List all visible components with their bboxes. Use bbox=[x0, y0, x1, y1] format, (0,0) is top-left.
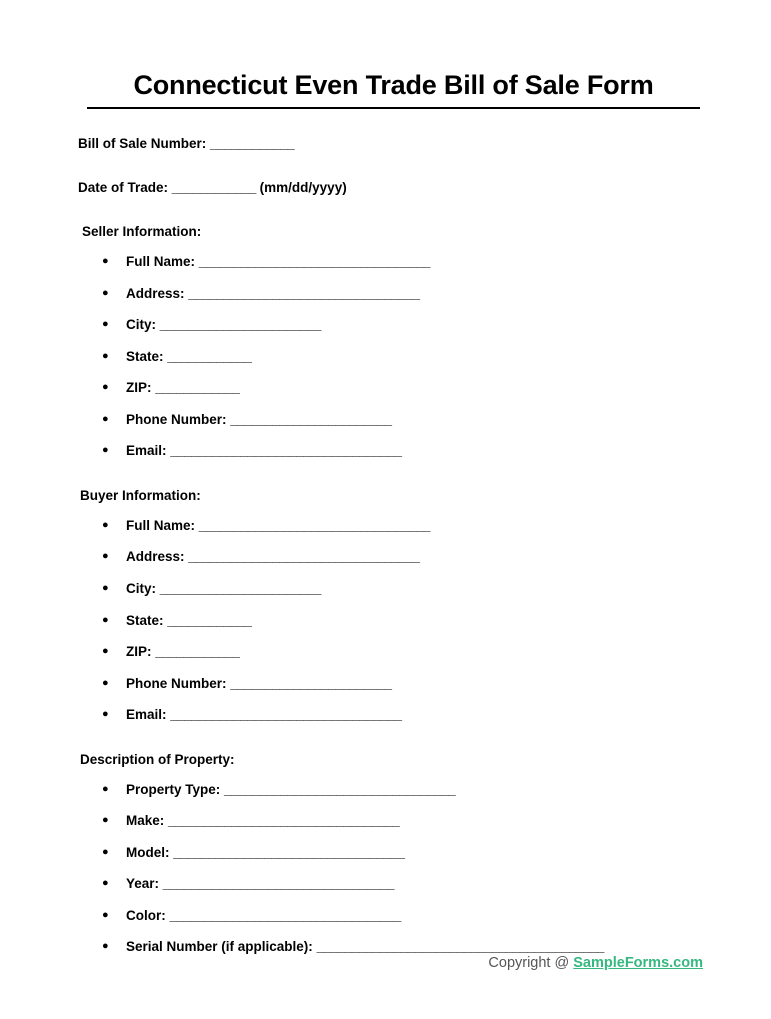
copyright-text: Copyright @ bbox=[488, 955, 570, 971]
list-item bbox=[78, 411, 709, 429]
field-blank[interactable]: _________________________________ bbox=[168, 813, 400, 829]
field-label: Year: bbox=[126, 876, 160, 892]
field-blank[interactable]: _______________________ bbox=[230, 411, 392, 427]
field-label: Make: bbox=[126, 813, 165, 829]
list-item bbox=[78, 316, 709, 334]
field-blank[interactable]: ____________ bbox=[171, 179, 256, 195]
list-item bbox=[78, 379, 709, 397]
field-blank[interactable]: _______________________ bbox=[230, 675, 392, 691]
field-blank[interactable]: _________________________________ bbox=[198, 254, 431, 270]
list-item bbox=[78, 612, 709, 630]
field-label: Email: bbox=[126, 443, 167, 459]
field-blank[interactable]: _______________________ bbox=[159, 317, 321, 333]
field-blank[interactable]: _________________________________ bbox=[170, 707, 402, 723]
field-blank[interactable]: _________________________________ bbox=[162, 876, 395, 892]
field-bill-of-sale-number bbox=[78, 135, 709, 153]
field-blank[interactable]: _________________________________________ bbox=[316, 939, 604, 955]
field-blank[interactable]: _________________________________ bbox=[188, 549, 420, 565]
field-label: Email: bbox=[126, 707, 167, 723]
field-blank[interactable]: _________________________________ bbox=[170, 443, 402, 459]
field-label: ZIP: bbox=[126, 644, 152, 660]
list-item bbox=[78, 907, 709, 925]
field-label: City: bbox=[126, 581, 156, 597]
field-label: Address: bbox=[126, 285, 185, 301]
section-heading-buyer: Buyer Information: bbox=[80, 487, 201, 503]
field-label: State: bbox=[126, 612, 164, 628]
field-blank[interactable]: ____________ bbox=[210, 136, 295, 151]
list-item bbox=[78, 285, 709, 303]
section-heading-description: Description of Property: bbox=[80, 751, 235, 767]
section-fields-buyer bbox=[78, 517, 709, 724]
section-heading-seller: Seller Information: bbox=[82, 224, 202, 240]
section-fields-description bbox=[78, 781, 709, 956]
list-item bbox=[78, 517, 709, 535]
field-label: Color: bbox=[126, 907, 166, 923]
page-title-wrapper bbox=[78, 52, 709, 109]
list-item bbox=[78, 781, 709, 799]
field-blank[interactable]: ____________ bbox=[167, 348, 252, 364]
list-item bbox=[78, 812, 709, 830]
list-item bbox=[78, 548, 709, 566]
list-item bbox=[78, 706, 709, 724]
field-format-hint: (mm/dd/yyyy) bbox=[259, 179, 347, 195]
field-label: ZIP: bbox=[126, 380, 152, 396]
page-title: Connecticut Even Trade Bill of Sale Form bbox=[87, 70, 700, 109]
field-label: Full Name: bbox=[126, 517, 196, 533]
field-blank[interactable]: ____________ bbox=[167, 612, 252, 628]
list-item bbox=[78, 348, 709, 366]
list-item bbox=[78, 938, 709, 956]
field-label: Address: bbox=[126, 549, 185, 565]
field-label: Date of Trade: bbox=[78, 179, 169, 195]
field-blank[interactable]: _________________________________ bbox=[188, 285, 420, 301]
field-label: Property Type: bbox=[126, 781, 221, 797]
list-item bbox=[78, 675, 709, 693]
field-blank[interactable]: ____________ bbox=[155, 644, 240, 660]
list-item bbox=[78, 253, 709, 271]
footer-copyright bbox=[488, 955, 703, 971]
field-label: Full Name: bbox=[126, 254, 196, 270]
field-label: Phone Number: bbox=[126, 675, 227, 691]
section-fields-seller bbox=[78, 253, 709, 460]
field-label: Phone Number: bbox=[126, 411, 227, 427]
list-item bbox=[78, 580, 709, 598]
field-label: City: bbox=[126, 317, 156, 333]
field-label: Bill of Sale Number: bbox=[78, 136, 207, 151]
field-blank[interactable]: _______________________ bbox=[159, 581, 321, 597]
field-blank[interactable]: ____________ bbox=[155, 380, 240, 396]
field-blank[interactable]: _________________________________ bbox=[173, 844, 405, 860]
field-label: Serial Number (if applicable): bbox=[126, 939, 313, 955]
list-item bbox=[78, 875, 709, 893]
field-label: Model: bbox=[126, 844, 170, 860]
field-blank[interactable]: _________________________________ bbox=[198, 517, 431, 533]
list-item bbox=[78, 442, 709, 460]
field-label: State: bbox=[126, 348, 164, 364]
list-item bbox=[78, 643, 709, 661]
list-item bbox=[78, 844, 709, 862]
field-blank[interactable]: _________________________________ bbox=[169, 907, 401, 923]
field-date-of-trade bbox=[78, 179, 709, 197]
field-blank[interactable]: _________________________________ bbox=[224, 781, 456, 797]
brand-link[interactable]: SampleForms.com bbox=[573, 955, 703, 971]
